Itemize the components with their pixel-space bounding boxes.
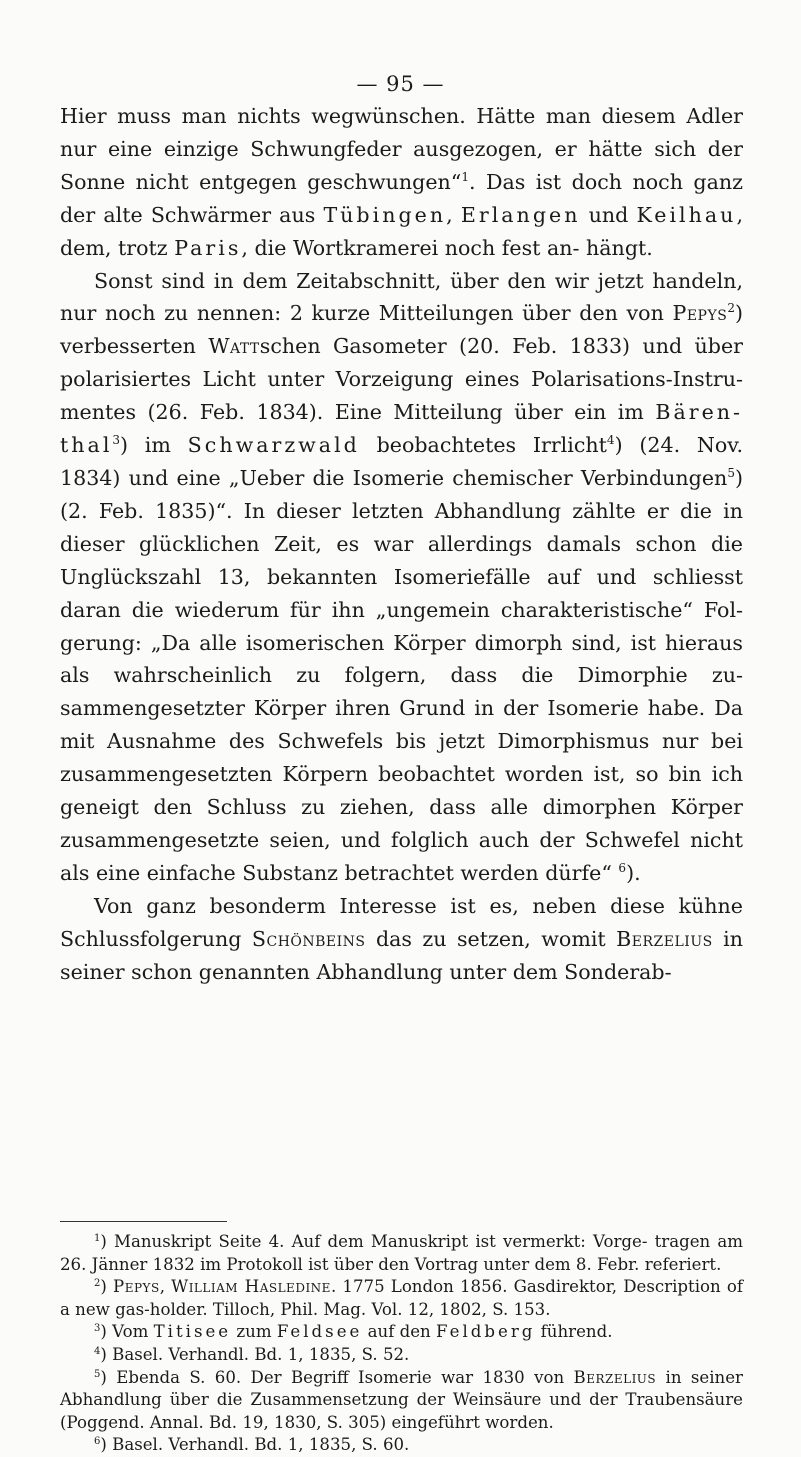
footnote-ref-5: 5 xyxy=(727,465,735,480)
name-pepys: Pepys xyxy=(672,301,728,326)
text-run: Sonst sind in dem Zeitabschnitt, über den wir jetzt handeln, nur noch zu nennen: 2 kurze Mitteilungen über den von xyxy=(60,268,743,326)
footnote-text: ) Basel. Verhandl. Bd. 1, 1835, S. 60. xyxy=(100,1435,410,1455)
footnote-mark: 3 xyxy=(94,1323,101,1335)
footnote-text: ) Manuskript Seite 4. Auf dem Manuskript ist vermerkt: Vorge- tragen am 26. Jänner 1832 im Protokoll ist über den Vortrag unter dem 8. Febr. referiert. xyxy=(60,1232,743,1274)
text-run: in seiner Abhandlung über die Zusammensetzung der Weinsäure und der Traubensäure (Poggend. Annal. Bd. 19, 1830, S. 305) eingeführt worden. xyxy=(60,1367,743,1432)
paragraph-1 xyxy=(60,100,743,265)
text-run: in seiner schon genannten Abhandlung unter dem Sonderab- xyxy=(60,926,744,984)
place-paris: Paris xyxy=(174,235,242,260)
footnote-3 xyxy=(60,1321,743,1344)
name-pepys: Pepys xyxy=(113,1277,160,1297)
text-run: ) im xyxy=(120,433,188,458)
footnote-text: . 1775 London 1856. Gasdirektor, Description of a new gas-holder. Tilloch, Phil. Mag. Vol. 12, 1802, S. 153. xyxy=(60,1277,743,1319)
name-berzelius: Berzelius xyxy=(573,1367,657,1387)
paragraph-2 xyxy=(60,265,743,890)
footnote-divider xyxy=(60,1221,227,1222)
footnote-mark: 1 xyxy=(94,1233,101,1244)
footnote-mark: 2 xyxy=(94,1278,101,1290)
text-run: ) Ebenda S. 60. Der Begriff Isomerie war 1830 von xyxy=(100,1367,574,1387)
place-feldsee: Feldsee xyxy=(276,1322,363,1342)
footnote-text: ) Basel. Verhandl. Bd. 1, 1835, S. 52. xyxy=(100,1344,410,1364)
text-run: schen Gasometer (20. Feb. 1833) und über polarisiertes Licht unter Vorzeigung eines Polarisations-Instru- mentes (26. Feb. 1834). Eine Mitteilung über ein im xyxy=(60,334,744,425)
footnote-2 xyxy=(60,1276,743,1321)
footnote-ref-3: 3 xyxy=(112,433,121,448)
text-run: , die Wortkramerei noch fest an- hängt. xyxy=(241,235,653,260)
place-keilhau: Keilhau xyxy=(636,202,737,227)
name-berzelius: Berzelius xyxy=(616,926,713,951)
text-run: auf den xyxy=(362,1322,437,1342)
footnote-5 xyxy=(60,1367,743,1435)
footnotes xyxy=(60,1231,743,1457)
place-erlangen: Erlangen xyxy=(460,202,581,227)
footnote-mark: 5 xyxy=(94,1368,101,1380)
text-run: ) (24. Nov. 1834) und eine „Ueber die Isomerie chemischer Verbindungen xyxy=(60,433,743,490)
name-watt: Watt xyxy=(208,334,260,359)
footnote-ref-1: 1 xyxy=(461,169,469,184)
footnote-mark: 4 xyxy=(94,1345,101,1357)
footnote-4 xyxy=(60,1344,743,1367)
text-run: ) Vom xyxy=(100,1322,154,1342)
text-run: beobachtetes Irrlicht xyxy=(359,433,607,458)
text-run: ) (2. Feb. 1835)“. In dieser letzten Abhandlung zählte er die in dieser glücklichen Zeit, es war allerdings damals schon die Unglückszahl 13, bekannten Isomeriefälle auf und schliesst daran die wiederum für ihn „ungemein charakteristische“ Fol- gerung: „Da alle isomerischen Körper dimorph sind, ist hieraus als wahrscheinlich zu folgern, dass die Dimorphie zu- sammengesetzter Körper ihren Grund in der Isomerie habe. Da mit Ausnahme des Schwefels bis jetzt Dimorphismus nur bei zusammengesetzten Körpern beobachtet worden ist, so bin ich geneigt den Schluss zu ziehen, dass alle dimorphen Körper zusammengesetzte seien, und folglich auch der Schwefel nicht als eine einfache Substanz betrachtet werden dürfe“ xyxy=(60,465,743,885)
footnote-paren: ) xyxy=(100,1277,114,1297)
text-run: Hier muss man nichts wegwünschen. Hätte man diesem Adler nur eine einzige Schwungfeder ausgezogen, er hätte sich der Sonne nicht entgegen geschwungen“ xyxy=(60,104,743,194)
text-run: . Das ist doch noch ganz der alte Schwärmer aus xyxy=(60,169,743,227)
name-schoenbein: Schönbeins xyxy=(251,926,366,951)
text-run: das zu setzen, womit xyxy=(365,926,617,951)
page-number: — 95 — xyxy=(356,72,445,96)
place-titisee: Titisee xyxy=(153,1322,232,1342)
main-text xyxy=(60,100,743,988)
text-run: führend. xyxy=(535,1322,613,1342)
text-run: ) verbesserten xyxy=(60,301,743,359)
place-feldberg: Feldberg xyxy=(436,1322,536,1342)
text-run: , xyxy=(446,202,461,227)
text-run: , dem, trotz xyxy=(60,202,743,260)
text-run: Von ganz besonderm Interesse ist es, neben diese kühne Schlussfolgerung xyxy=(60,893,743,951)
place-schwarzwald: Schwarzwald xyxy=(187,433,360,458)
text-run: , xyxy=(159,1277,172,1297)
footnote-mark: 6 xyxy=(94,1436,101,1448)
place-tuebingen: Tübingen xyxy=(323,202,447,227)
text-run: zum xyxy=(231,1322,277,1342)
footnote-ref-6: 6 xyxy=(618,860,627,875)
place-baerenthal: Bären- thal xyxy=(60,400,743,458)
text-run: ). xyxy=(626,860,641,885)
footnote-ref-4: 4 xyxy=(606,433,615,448)
footnote-6 xyxy=(60,1434,743,1457)
name-william-hasledine: William Hasledine xyxy=(171,1277,331,1297)
paragraph-3 xyxy=(60,890,743,989)
footnote-ref-2: 2 xyxy=(727,301,735,316)
text-run: und xyxy=(580,202,637,227)
footnote-1 xyxy=(60,1231,743,1276)
